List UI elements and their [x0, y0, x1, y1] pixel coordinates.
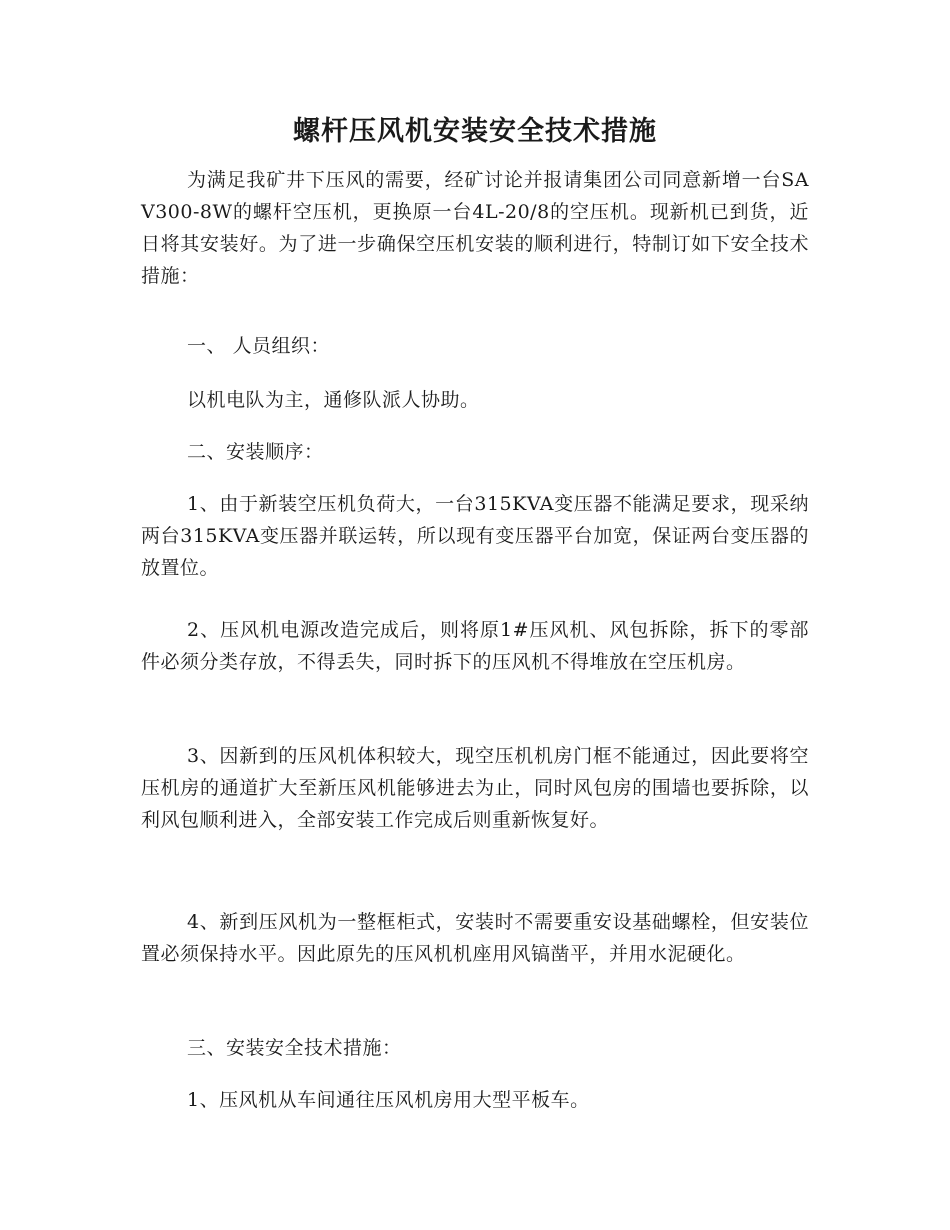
section-heading-order: 二、安装顺序：: [187, 441, 324, 463]
paragraph-order-2: 2、压风机电源改造完成后，则将原1#压风机、风包拆除，拆下的零部件必须分类存放，不得丢失，同时拆下的压风机不得堆放在空压机房。: [141, 619, 809, 673]
document-page: [141, 0, 809, 1230]
section-heading-safety: 三、安装安全技术措施：: [187, 1037, 402, 1059]
paragraph-order-4: 4、新到压风机为一整框柜式，安装时不需要重安设基础螺栓，但安装位置必须保持水平。因此原先的压风机机座用风镐凿平，并用水泥硬化。: [141, 911, 809, 965]
section-heading-personnel: 一、 人员组织：: [187, 335, 331, 357]
paragraph-order-1: 1、由于新装空压机负荷大，一台315KVA变压器不能满足要求，现采纳两台315KVA变压器并联运转，所以现有变压器平台加宽，保证两台变压器的放置位。: [141, 493, 809, 579]
paragraph-personnel: 以机电队为主，通修队派人协助。: [187, 389, 480, 411]
paragraph-order-3: 3、因新到的压风机体积较大，现空压机机房门框不能通过，因此要将空压机房的通道扩大至新压风机能够进去为止，同时风包房的围墙也要拆除，以利风包顺利进入，全部安装工作完成后则重新恢复好。: [141, 745, 809, 831]
paragraph-intro: 为满足我矿井下压风的需要，经矿讨论并报请集团公司同意新增一台SAV300-8W的螺杆空压机，更换原一台4L-20/8的空压机。现新机已到货，近日将其安装好。为了进一步确保空压机安装的顺利进行，特制订如下安全技术措施：: [141, 169, 809, 287]
paragraph-safety-1: 1、压风机从车间通往压风机房用大型平板车。: [187, 1089, 590, 1111]
document-title: 螺杆压风机安装安全技术措施: [293, 116, 657, 147]
